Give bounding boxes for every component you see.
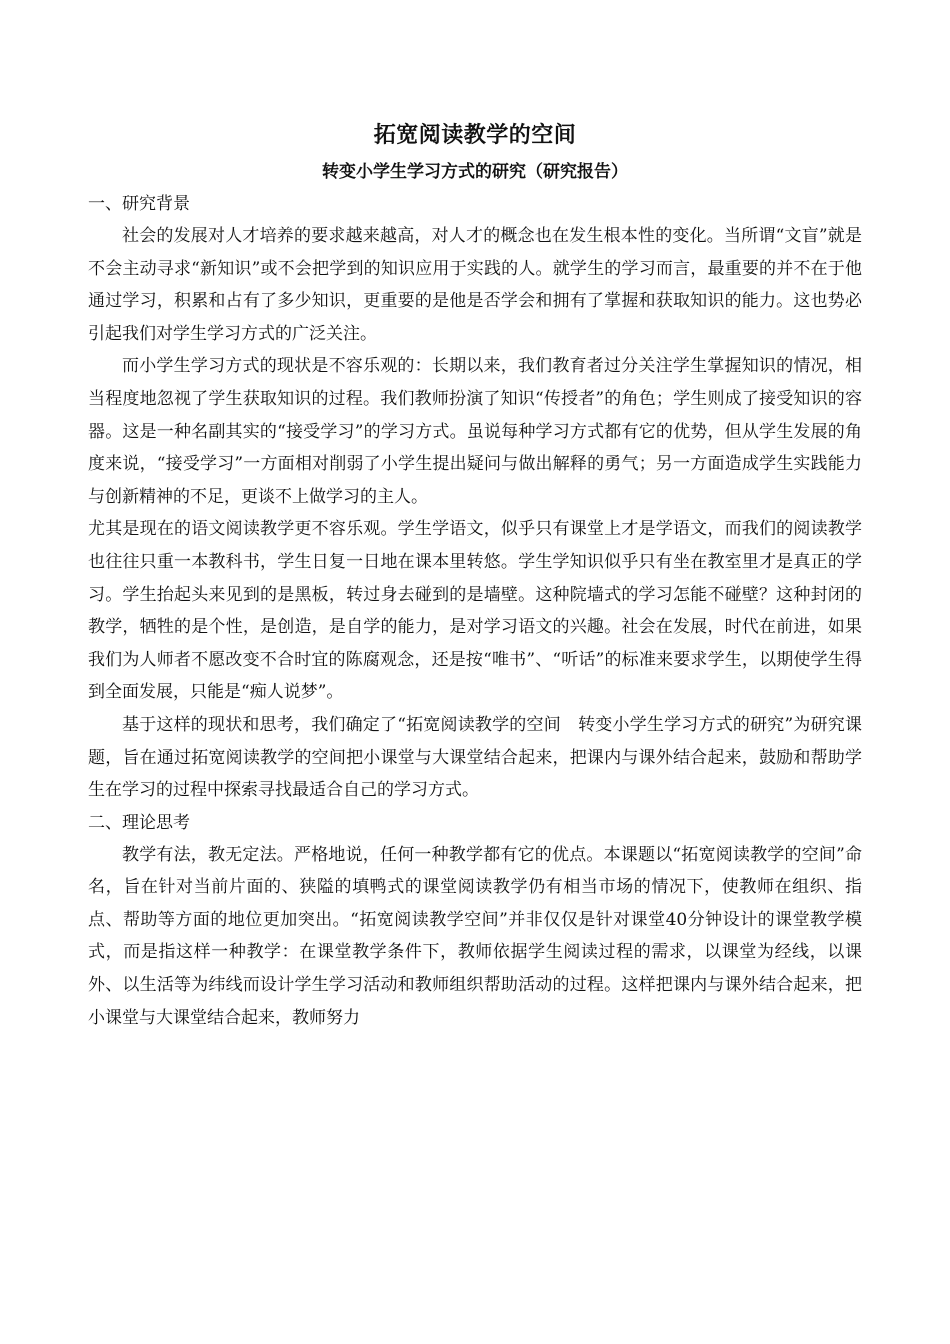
paragraph: 尤其是现在的语文阅读教学更不容乐观。学生学语文，似乎只有课堂上才是学语文，而我们的阅读教学也往往只重一本教科书，学生日复一日地在课本里转悠。学生学知识似乎只有坐在教室里才是真正的学习。学生抬起头来见到的是黑板，转过身去碰到的是墙壁。这种院墙式的学习怎能不碰壁？这种封闭的教学，牺牲的是个性，是创造，是自学的能力，是对学习语文的兴趣。社会在发展，时代在前进，如果我们为人师者不愿改变不合时宜的陈腐观念，还是按“唯书”、“听话”的标准来要求学生，以期使学生得到全面发展，只能是“痴人说梦”。 bbox=[88, 519, 862, 703]
section-theory bbox=[88, 807, 862, 1035]
paragraph: 而小学生学习方式的现状是不容乐观的：长期以来，我们教育者过分关注学生掌握知识的情况，相当程度地忽视了学生获取知识的过程。我们教师扮演了知识“传授者”的角色；学生则成了接受知识的容器。这是一种名副其实的“接受学习”的学习方式。虽说每种学习方式都有它的优势，但从学生发展的角度来说，“接受学习”一方面相对削弱了小学生提出疑问与做出解释的勇气；另一方面造成学生实践能力与创新精神的不足，更谈不上做学习的主人。 bbox=[88, 356, 862, 507]
section-background bbox=[88, 188, 862, 807]
section-heading: 二、理论思考 bbox=[88, 812, 190, 833]
paragraph: 社会的发展对人才培养的要求越来越高，对人才的概念也在发生根本性的变化。当所谓“文盲”就是不会主动寻求“新知识”或不会把学到的知识应用于实践的人。就学生的学习而言，最重要的并不在于他通过学习，积累和占有了多少知识，更重要的是他是否学会和拥有了掌握和获取知识的能力。这也势必引起我们对学生学习方式的广泛关注。 bbox=[88, 226, 862, 344]
paragraph: 基于这样的现状和思考，我们确定了“拓宽阅读教学的空间 转变小学生学习方式的研究”为研究课题，旨在通过拓宽阅读教学的空间把小课堂与大课堂结合起来，把课内与课外结合起来，鼓励和帮助学生在学习的过程中探索寻找最适合自己的学习方式。 bbox=[88, 714, 862, 801]
document-title: 拓宽阅读教学的空间 bbox=[373, 122, 577, 148]
paragraph: 教学有法，教无定法。严格地说，任何一种教学都有它的优点。本课题以“拓宽阅读教学的空间”命名，旨在针对当前片面的、狭隘的填鸭式的课堂阅读教学仍有相当市场的情况下，使教师在组织、指点、帮助等方面的地位更加突出。“拓宽阅读教学空间”并非仅仅是针对课堂40分钟设计的课堂教学模式，而是指这样一种教学：在课堂教学条件下，教师依据学生阅读过程的需求，以课堂为经线，以课外、以生活等为纬线而设计学生学习活动和教师组织帮助活动的过程。这样把课内与课外结合起来，把小课堂与大课堂结合起来，教师努力 bbox=[88, 844, 862, 1028]
section-heading: 一、研究背景 bbox=[88, 194, 190, 214]
document-subtitle: 转变小学生学习方式的研究（研究报告） bbox=[322, 162, 628, 182]
document-page bbox=[88, 118, 862, 1034]
